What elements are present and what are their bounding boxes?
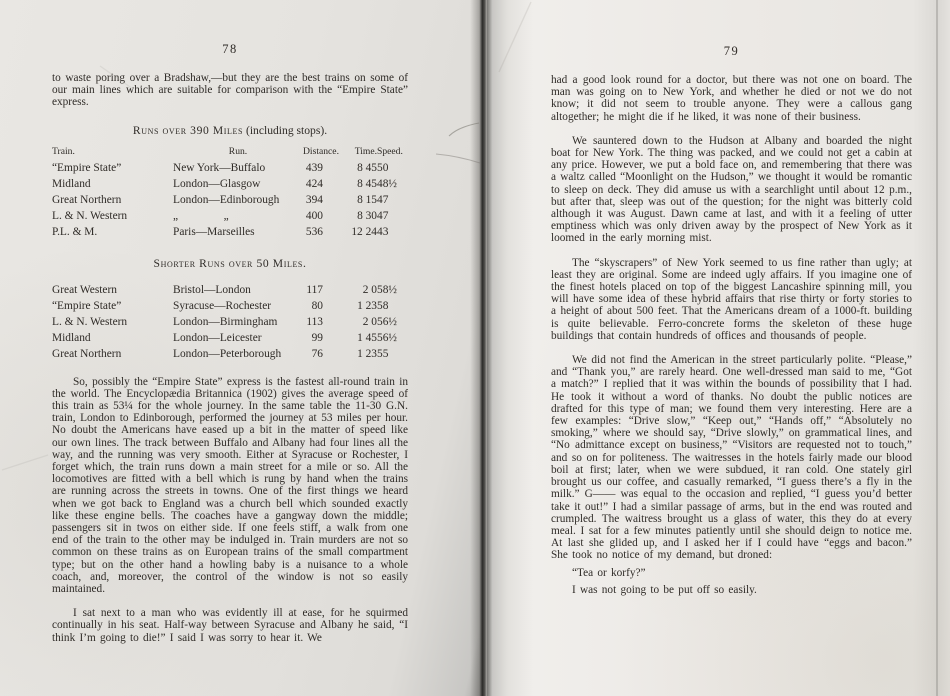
column-header-time: Time.: [354, 145, 377, 157]
closing-line: I was not going to be put off so easily.: [572, 583, 757, 596]
paragraph: I sat next to a man who was evidently ill at ease, for he squirmed continually in his seat. Half-way between Syracuse and Albany he said, “I think I’m going to die!” I said I was sorry to hear it. We: [52, 607, 408, 644]
table-row: [52, 298, 424, 314]
paragraph: The “skyscrapers” of New York seemed to us fine rather than ugly; at least they are original. Some are indeed ugly affairs. If you imagine one of the finest hotels placed on top of the biggest Lancashire spinning mill, you will have some idea of these hybrid affairs that rise thirty or forty stories to a height of about 500 feet. That the Americans dream of a 1000-ft. building is quite believable. Ferro-concrete forms the skeleton of these huge buildings that contain hundreds of offices and thousands of people.: [551, 256, 912, 342]
cell-train: P.L. & M.: [52, 225, 98, 238]
page-79: [487, 0, 950, 696]
paragraph: We did not find the American in the street particularly polite. “Please,” and “Thank you,” are rarely heard. One well-dressed man said to me, “Got a match?” I replied that it was within the bounds of possibility that I had. He took it without a word of thanks. No doubt the public notices are drafted for this type of man; we found them very interesting. Here are a few examples: “Drive slow,” “Keep out,” “Hands off,” “Absolutely no smoking,” where we should say, “Drive slowly,” on grammatical lines, and “No admittance except on business,” “Visitors are requested not to touch,” and so on for politeness. The waitresses in the hotels fairly made our blood boil at first; later, when we were subdued, it ran cold. One stately girl brought us our coffee, and casually remarked, “I guess there’s a fly in the milk.” G—— was equal to the occasion and replied, “I guess you’d better take it out!” I had a similar passage of arms, but in the end was routed and crumpled. The waitress brought us a glass of water, this they do at every meal. I sat for a few minutes patiently until she should deign to notice me. At last she glided up, and I asked her if I could have “eggs and bacon.” She took no notice of my demand, but droned:: [551, 354, 912, 562]
cell-distance: 400: [305, 209, 323, 222]
table-row: [52, 346, 424, 362]
cell-speed: 43: [377, 225, 389, 238]
cell-distance: 536: [305, 225, 323, 238]
cell-train: “Empire State”: [52, 161, 122, 174]
cell-time: 8 15: [357, 193, 377, 206]
cell-time: 1 45: [357, 331, 377, 344]
cell-time: 1 23: [357, 299, 377, 312]
cell-train: “Empire State”: [52, 299, 122, 312]
cell-speed: 56½: [377, 331, 397, 344]
cell-train: L. & N. Western: [52, 209, 128, 222]
cell-distance: 117: [306, 283, 323, 296]
column-header-run: Run.: [228, 145, 248, 157]
paragraph: to waste poring over a Bradshaw,—but they are the best trains on some of our main lines which are suitable for comparison with the “Empire State” express.: [52, 72, 408, 109]
cell-speed: 47: [377, 209, 389, 222]
table-row: [52, 208, 424, 224]
table-header-row: [52, 146, 424, 160]
cell-train: Midland: [52, 331, 91, 344]
binding-gutter: [470, 0, 492, 696]
table-row: [52, 282, 424, 298]
cell-speed: 58½: [377, 283, 397, 296]
table-long-runs: [52, 124, 408, 240]
table-heading: [52, 257, 408, 270]
cell-run: London—Edinborough: [173, 193, 280, 206]
cell-train: L. & N. Western: [52, 315, 128, 328]
cell-distance: 424: [305, 177, 323, 190]
cell-distance: 394: [305, 193, 323, 206]
paragraph: So, possibly the “Empire State” express is the fastest all-round train in the world. The Encyclopædia Britannica (1902) gives the average speed of this train as 53¼ for the whole journey. In the same table the 11-30 G.N. train, London to Edinborough, performed the journey at 53 miles per hour. No doubt the Americans have eased up a bit in the matter of speed like our own lines. The track between Buffalo and Albany had four lines all the way, and the running was very smooth. Either at Syracuse or Rochester, I forget which, the train runs down a main street for a mile or so. All the locomotives are fitted with a bell which is rung by hand when the trains are running across the streets in towns. One of the first things we heard when we got back to England was a church bell which sounded exactly like these engine bells. The coaches have a gangway down the middle; passengers sit in twos on either side. If one feels stiff, a walk from one end of the train to the other may be indulged in. Train murders are not so common on these trains as on European trains of the small compartment type; but on the other hand a howling baby is a nuisance to a whole coach, and, moreover, the control of the window is not so easily maintained.: [52, 375, 408, 596]
table-row: [52, 314, 424, 330]
cell-distance: 80: [311, 299, 323, 312]
cell-run: New York—Buffalo: [173, 161, 266, 174]
column-header-train: Train.: [52, 145, 75, 157]
cell-time: 12 24: [351, 225, 377, 238]
cell-run: Paris—Marseilles: [173, 225, 255, 238]
cell-run: London—Glasgow: [173, 177, 261, 190]
cell-time: 8 30: [357, 209, 377, 222]
cell-run: London—Leicester: [173, 331, 262, 344]
cell-run-ditto: „ „: [173, 209, 229, 222]
table-heading-smallcaps: Shorter Runs over 50 Miles.: [153, 256, 307, 270]
cell-run: Syracuse—Rochester: [173, 299, 272, 312]
cell-distance: 439: [305, 161, 323, 174]
table-row: [52, 330, 424, 346]
cell-speed: 50: [377, 161, 389, 174]
cell-distance: 113: [306, 315, 323, 328]
page-edge-line: [936, 0, 938, 696]
cell-train: Great Western: [52, 283, 117, 296]
cell-speed: 55: [377, 347, 389, 360]
cell-speed: 48½: [377, 177, 397, 190]
cell-run: London—Peterborough: [173, 347, 282, 360]
paragraph: had a good look round for a doctor, but there was not one on board. The man was going on to New York, and whether he died or not we do not know; it did not seem to trouble anyone. They were a callous gang altogether; he might die if he liked, it was none of their business.: [551, 74, 912, 123]
cell-train: Great Northern: [52, 193, 122, 206]
table-row: [52, 176, 424, 192]
table-heading-smallcaps: Runs over 390 Miles: [132, 123, 244, 137]
cell-time: 8 45: [357, 161, 377, 174]
cell-train: Midland: [52, 177, 91, 190]
table-row: [52, 160, 424, 176]
page-number: 79: [723, 44, 740, 58]
cell-distance: 76: [311, 347, 323, 360]
cell-time: 2 0: [362, 283, 377, 296]
dialogue-line: “Tea or korfy?”: [572, 566, 646, 579]
column-header-distance: Distance.: [303, 145, 339, 157]
column-header-speed: Speed.: [377, 145, 403, 157]
table-heading: [52, 124, 408, 137]
table-row: [52, 224, 424, 240]
table-heading-rest: (including stops).: [243, 123, 328, 137]
table-row: [52, 192, 424, 208]
cell-time: 1 23: [357, 347, 377, 360]
cell-run: Bristol—London: [173, 283, 251, 296]
paragraph: We sauntered down to the Hudson at Albany and boarded the night boat for New York. The thing was packed, and we could not get a cabin at any price. However, we put a bold face on, and remembering that there was a waltz called “Moonlight on the Hudson,” we thought it would be romantic to sleep on deck. They did amuse us with a searchlight until about 12 p.m., but after that, sleep was out of the question; for the night was bitterly cold although it was August. Dawn came at last, and with it a feeling of utter emptiness which was only driven away by the prospect of New York as it loomed in the early morning mist.: [551, 134, 912, 245]
cell-time: 8 45: [357, 177, 377, 190]
cell-time: 2 0: [362, 315, 377, 328]
runs-table: [52, 282, 424, 362]
cell-train: Great Northern: [52, 347, 122, 360]
table-short-runs: [52, 257, 408, 362]
cell-speed: 58: [377, 299, 389, 312]
cell-speed: 56½: [377, 315, 397, 328]
runs-table: [52, 146, 424, 240]
page-number: 78: [222, 42, 238, 56]
cell-distance: 99: [311, 331, 323, 344]
cell-run: London—Birmingham: [173, 315, 278, 328]
cell-speed: 47: [377, 193, 389, 206]
